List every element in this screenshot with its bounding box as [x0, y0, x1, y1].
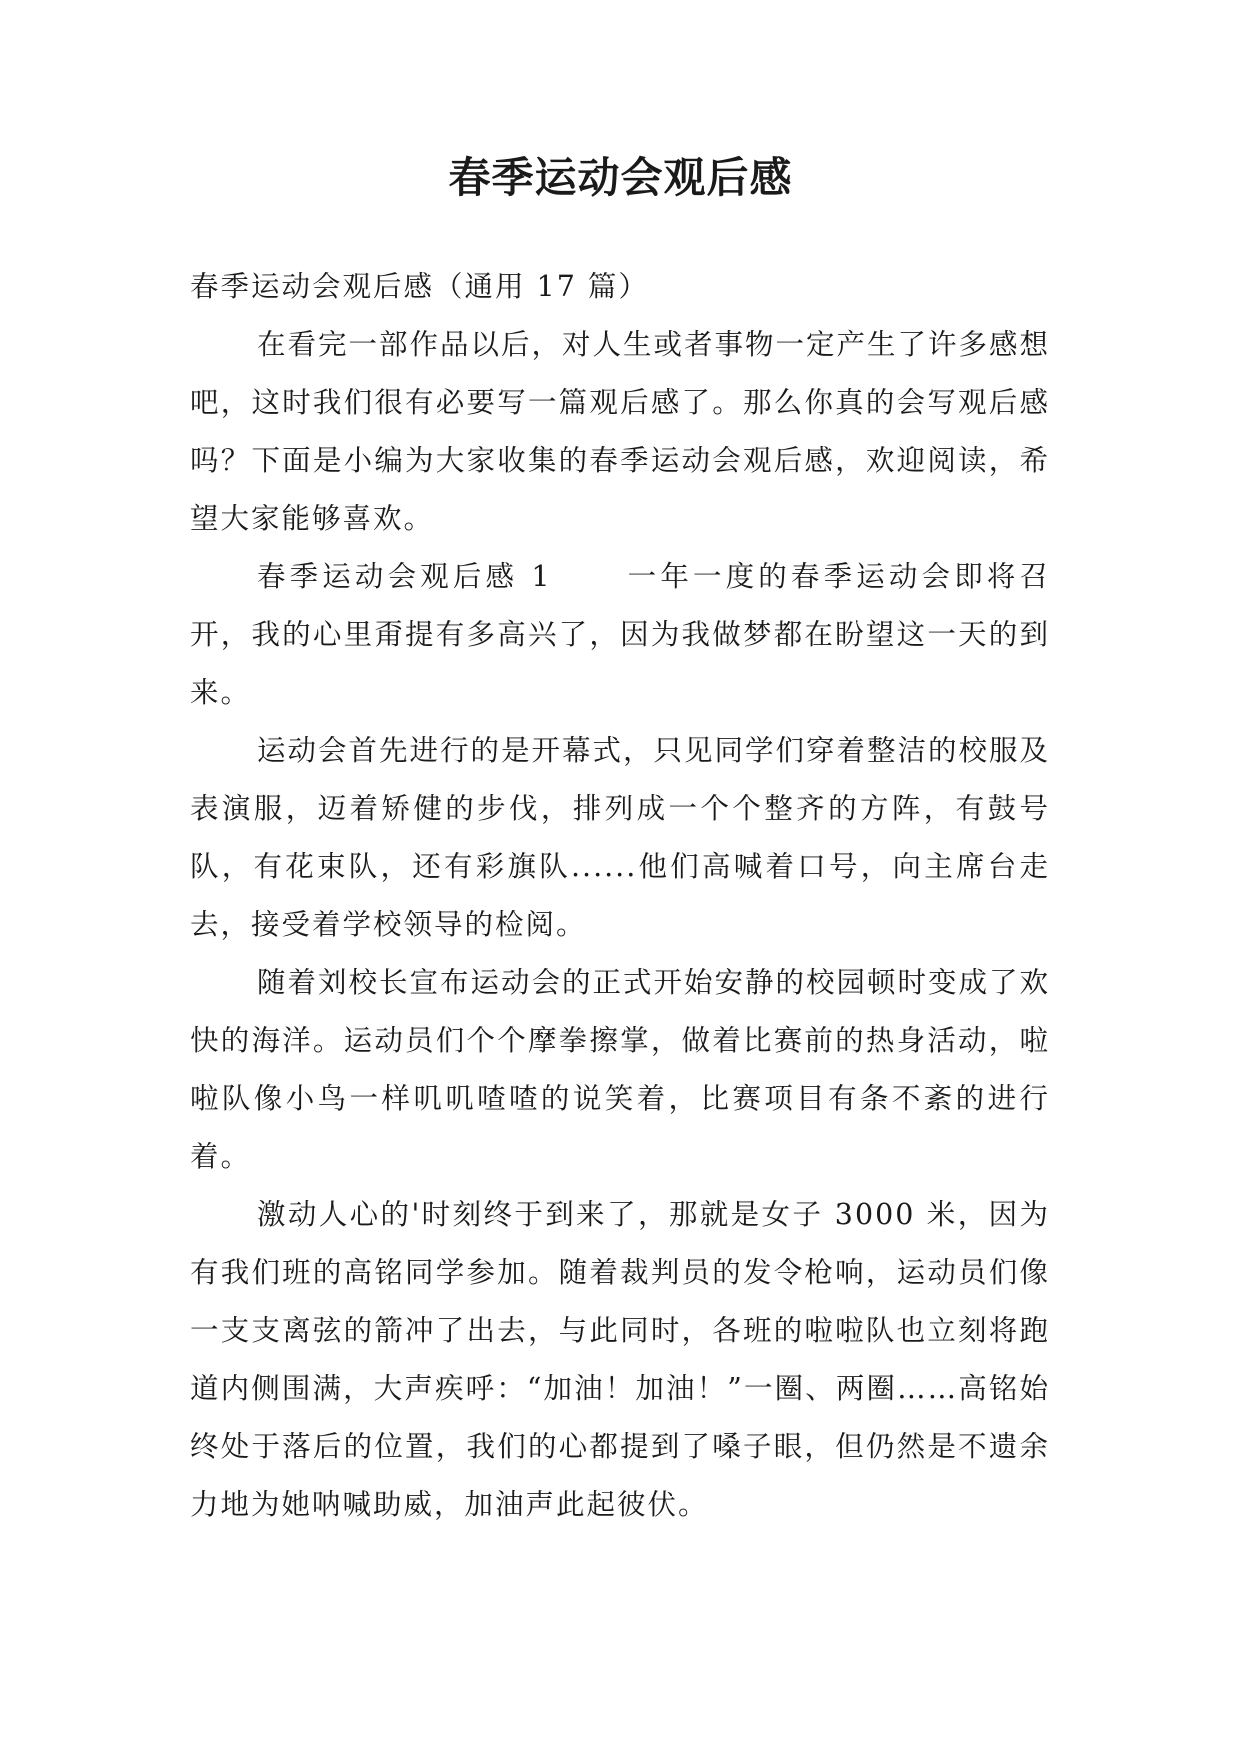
essay-1-paragraph-4: 激动人心的'时刻终于到来了，那就是女子 3000 米，因为有我们班的高铭同学参加。随着裁判员的发令枪响，运动员们像一支支离弦的箭冲了出去，与此同时，各班的啦啦队也立刻将跑道内侧围满，大声疾呼：“加油！加油！”一圈、两圈……高铭始终处于落后的位置，我们的心都提到了嗓子眼，但仍然是不遗余力地为她呐喊助威，加油声此起彼伏。 [190, 1198, 1050, 1521]
essay-1-heading: 春季运动会观后感 1 [256, 560, 552, 593]
document-subtitle: 春季运动会观后感（通用 17 篇） [190, 270, 649, 303]
essay-1-first-paragraph [190, 548, 1050, 722]
document-title: 春季运动会观后感 [448, 153, 793, 202]
essay-1-paragraph-3: 随着刘校长宣布运动会的正式开始安静的校园顿时变成了欢快的海洋。运动员们个个摩拳擦掌，做着比赛前的热身活动，啦啦队像小鸟一样叽叽喳喳的说笑着，比赛项目有条不紊的进行着。 [190, 966, 1050, 1173]
essay-1-paragraph-2: 运动会首先进行的是开幕式，只见同学们穿着整洁的校服及表演服，迈着矫健的步伐，排列成一个个整齐的方阵，有鼓号队，有花束队，还有彩旗队......他们高喊着口号，向主席台走去，接受着学校领导的检阅。 [190, 734, 1050, 941]
intro-paragraph: 在看完一部作品以后，对人生或者事物一定产生了许多感想吧，这时我们很有必要写一篇观后感了。那么你真的会写观后感吗？下面是小编为大家收集的春季运动会观后感，欢迎阅读，希望大家能够喜欢。 [190, 328, 1050, 535]
essay-1-paragraph-1: 一年一度的春季运动会即将召开，我的心里甭提有多高兴了，因为我做梦都在盼望这一天的到来。 [190, 560, 1050, 709]
document-body [190, 258, 1050, 1534]
